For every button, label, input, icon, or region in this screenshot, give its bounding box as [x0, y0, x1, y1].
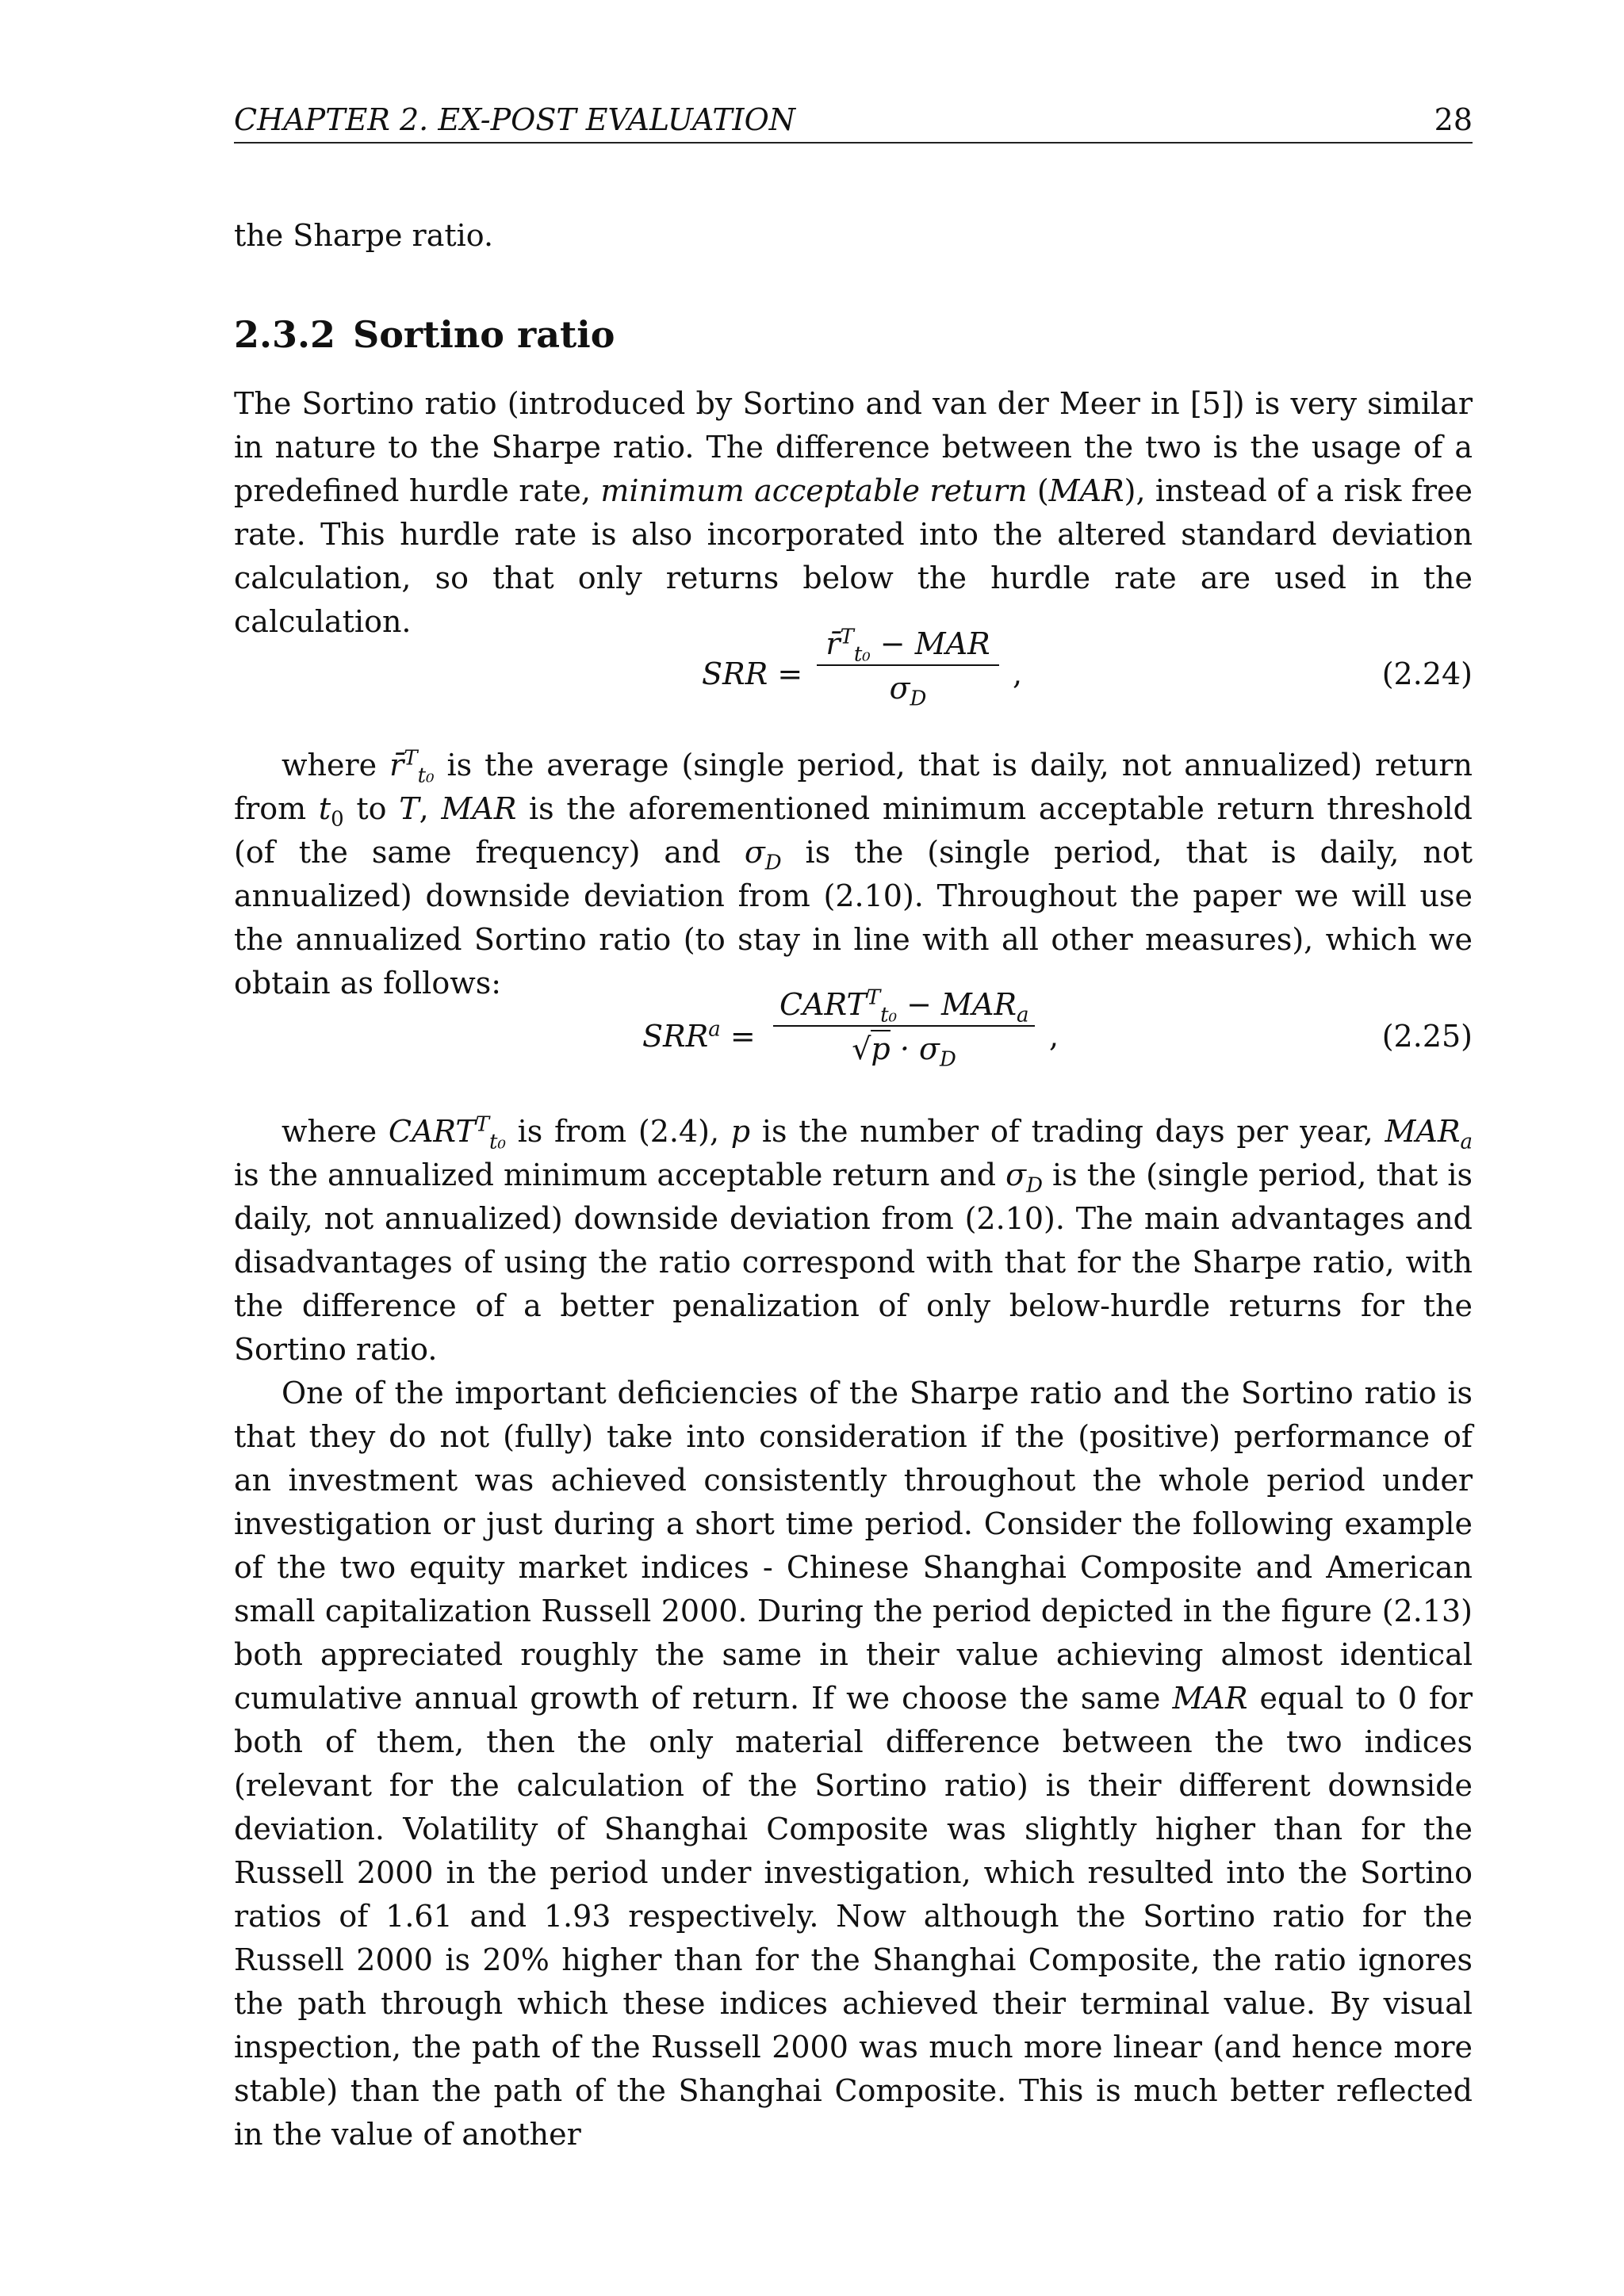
eq2-numerator: $CART^T_{t_0} - MAR_a$	[779, 985, 1029, 1027]
intro-paragraph: the Sharpe ratio.	[234, 218, 494, 253]
equation-number: (2.25)	[1381, 1019, 1473, 1054]
equation-2-25: $SRR^a$ = $CART^T_{t_0} - MAR_a$ $√p \cdot \sigma_D$ , (2.25)	[642, 985, 1473, 1072]
eq1-fraction	[817, 625, 999, 711]
paragraph-1: The Sortino ratio (introduced by Sortino and van der Meer in [5]) is very similar in nature to the Sharpe ratio. The difference between the two is the usage of a predefined hurdle rate, minimum acceptable return (MAR), instead of a risk free rate. This hurdle rate is also incorporated into the altered standard deviation calculation, so that only returns below the hurdle rate are used in the calculation.	[234, 386, 1473, 639]
eq1-denominator: $\sigma_D$	[889, 671, 927, 711]
paragraph-2: where r̄$^T_{t_0}$ is the average (single period, that is daily, not annualized) return from $t_0$ to T, MAR is the aforementioned minimum acceptable return threshold (of the same frequency) and $\sigma_D$ is the (single period, that is daily, not annualized) downside deviation from (2.10). Throughout the paper we will use the annualized Sortino ratio (to stay in line with all other measures), which we obtain as follows:	[234, 746, 1473, 1001]
paragraph-4: One of the important deficiencies of the Sharpe ratio and the Sortino ratio is that they do not (fully) take into consideration if the (positive) performance of an investment was achieved consistently throughout the whole period under investigation or just during a short time period. Consider the following example of the two equity market indices - Chinese Shanghai Composite and American small capitalization Russell 2000. During the period depicted in the figure (2.13) both appreciated roughly the same in their value achieving almost identical cumulative annual growth of return. If we choose the same MAR equal to 0 for both of them, then the only material difference between the two indices (relevant for the calculation of the Sortino ratio) is their different downside deviation. Volatility of Shanghai Composite was slightly higher than for the Russell 2000 in the period under investigation, which resulted into the Sortino ratios of 1.61 and 1.93 respectively. Now although the Sortino ratio for the Russell 2000 is 20% higher than for the Shanghai Composite, the ratio ignores the path through which these indices achieved their terminal value. By visual inspection, the path of the Russell 2000 was much more linear (and hence more stable) than the path of the Shanghai Composite. This is much better reflected in the value of another	[234, 1376, 1473, 2152]
eq1-numerator: r̄$^T_{t_0}$ − MAR	[825, 625, 990, 667]
intro-text	[234, 214, 1473, 258]
section-title: Sortino ratio	[353, 313, 615, 356]
term-mar-italic: minimum acceptable return	[600, 473, 1028, 508]
eq2-denominator: $√p \cdot \sigma_D$	[852, 1031, 956, 1072]
paragraph-3: where $CART^T_{t_0}$ is from (2.4), p is the number of trading days per year, $MAR_a$ is the annualized minimum acceptable return and $\sigma_D$ is the (single period, that is daily, not annualized) downside deviation from (2.10). The main advantages and disadvantages of using the ratio correspond with that for the Sharpe ratio, with the difference of a better penalization of only below-hurdle returns for the Sortino ratio. One of the important deficiencies of the Sharpe ratio and the Sortino ratio is that they do not (fully) take into consideration if the (positive) performance of an investment was achieved consistently throughout the whole period under investigation or just during a short time period. Consider the following example of the two equity market indices - Chinese Shanghai Composite and American small capitalization Russell 2000. During the period depicted in the figure (2.13) both appreciated roughly the same in their value achieving almost identical cumulative annual growth of return. If we choose the same MAR equal to 0 for both of them, then the only material difference between the two indices (relevant for the calculation of the Sortino ratio) is their different downside deviation. Volatility of Shanghai Composite was slightly higher than for the Russell 2000 in the period under investigation, which resulted into the Sortino ratios of 1.61 and 1.93 respectively. Now although the Sortino ratio for the Russell 2000 is 20% higher than for the Shanghai Composite, the ratio ignores the path through which these indices achieved their terminal value. By visual inspection, the path of the Russell 2000 was much more linear (and hence more stable) than the path of the Shanghai Composite. This is much better reflected in the value of another	[234, 1110, 1473, 2156]
chapter-title: CHAPTER 2. EX-POST EVALUATION	[234, 102, 795, 137]
sqrt-symbol: √	[852, 1031, 871, 1066]
equation-number: (2.24)	[1381, 656, 1473, 691]
eq2-fraction	[773, 985, 1035, 1072]
section-number: 2.3.2	[234, 313, 336, 356]
running-header	[234, 101, 1473, 144]
page-number: 28	[1434, 102, 1473, 137]
math-mar: MAR	[1048, 473, 1124, 508]
eq1-lhs: SRR =	[702, 656, 803, 691]
equation-2-24: SRR = r̄$^T_{t_0}$ − MAR $\sigma_D$ , (2.24)	[702, 625, 1473, 711]
eq2-lhs: $SRR^a$ =	[642, 1017, 756, 1054]
section-heading	[234, 313, 615, 356]
